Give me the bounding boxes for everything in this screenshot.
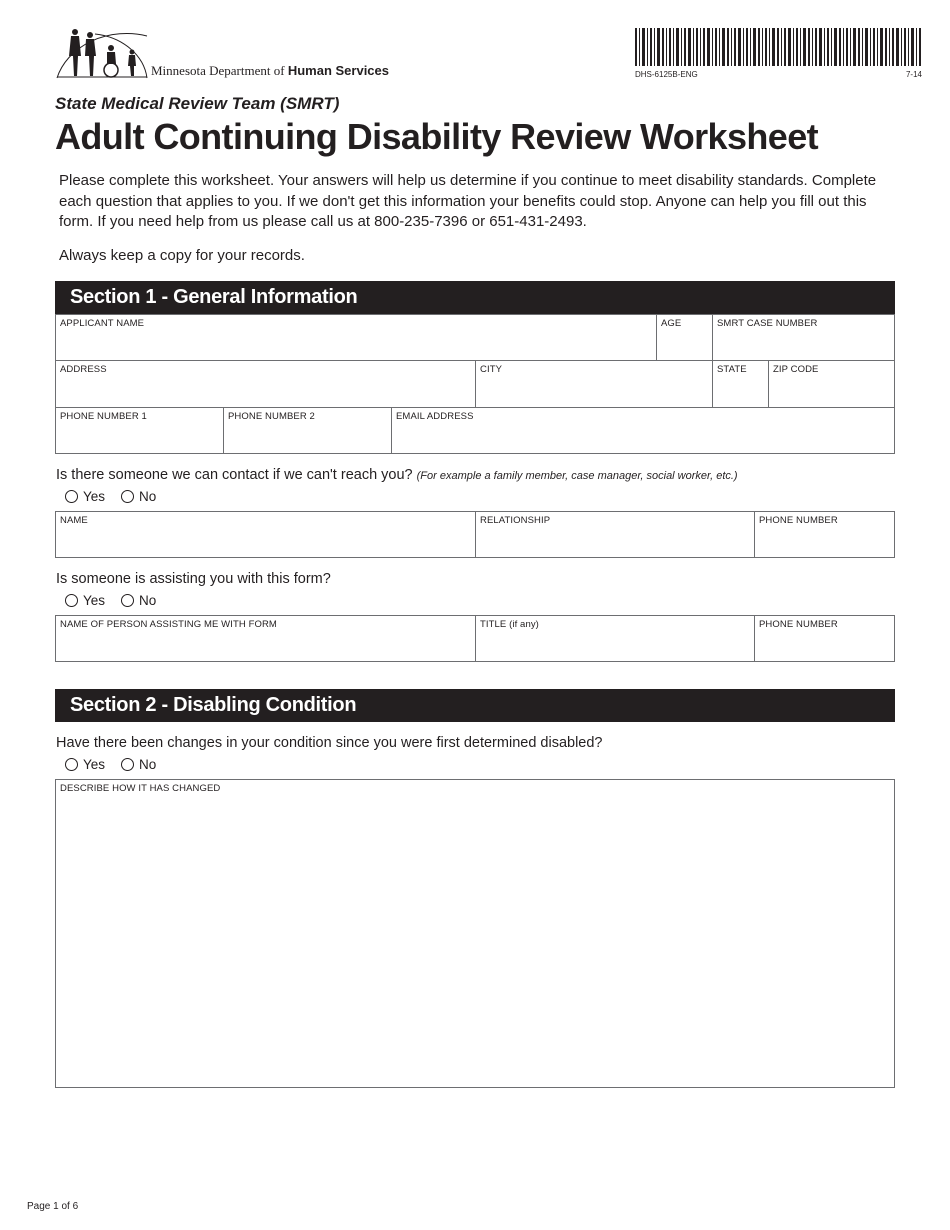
field-label: NAME OF PERSON ASSISTING ME WITH FORM: [60, 619, 277, 630]
smrt-case-number-field[interactable]: [712, 314, 895, 361]
radio-circle-icon: [65, 594, 78, 607]
field-label: PHONE NUMBER: [759, 619, 838, 630]
condition-change-question: Have there been changes in your condition since you were first determined disabled?: [56, 735, 603, 751]
field-label: DESCRIBE HOW IT HAS CHANGED: [60, 783, 221, 794]
contact-no-radio[interactable]: No: [121, 489, 156, 504]
condition-no-radio[interactable]: No: [121, 757, 156, 772]
section-2-title: Section 2 - Disabling Condition: [70, 694, 357, 716]
describe-change-textarea[interactable]: [55, 779, 895, 1088]
intro-text: Please complete this worksheet. Your answers will help us determine if you continue to meet disability standards. Complete each question that applies to you. If we don't get this information your benefits could stop. Anyone can help you fill out this form. If you need help from us please call us at 800-235-7396 or 651-431-2493.: [59, 172, 877, 230]
zip-code-field[interactable]: [768, 360, 895, 408]
assist-no-radio[interactable]: No: [121, 593, 156, 608]
phone-number-1-field[interactable]: [55, 407, 224, 454]
assist-question: Is someone is assisting you with this form?: [56, 571, 331, 587]
form-date: 7-14: [905, 70, 922, 79]
assistant-title-field[interactable]: [475, 615, 755, 662]
field-label: SMRT CASE NUMBER: [717, 318, 818, 329]
age-field[interactable]: [656, 314, 713, 361]
field-label: NAME: [60, 515, 88, 526]
field-label: EMAIL ADDRESS: [396, 411, 474, 422]
radio-circle-icon: [121, 490, 134, 503]
radio-circle-icon: [121, 758, 134, 771]
agency-name: Minnesota Department of Human Services: [151, 63, 389, 78]
field-label: PHONE NUMBER 1: [60, 411, 147, 422]
field-label: AGE: [661, 318, 682, 329]
radio-circle-icon: [65, 758, 78, 771]
assistant-phone-field[interactable]: [754, 615, 895, 662]
field-label: RELATIONSHIP: [480, 515, 551, 526]
field-label: CITY: [480, 364, 503, 375]
contact-relationship-field[interactable]: [475, 511, 755, 558]
contact-phone-field[interactable]: [754, 511, 895, 558]
condition-yes-radio[interactable]: Yes: [65, 757, 105, 772]
section-2-header: [55, 689, 895, 722]
contact-name-field[interactable]: [55, 511, 476, 558]
field-label: PHONE NUMBER 2: [228, 411, 315, 422]
state-field[interactable]: [712, 360, 769, 408]
assist-radio-group: [65, 593, 172, 608]
applicant-name-field[interactable]: [55, 314, 657, 361]
email-address-field[interactable]: [391, 407, 895, 454]
field-label: TITLE (if any): [480, 619, 539, 630]
page-title: Adult Continuing Disability Review Worksheet: [55, 116, 819, 157]
field-label: ZIP CODE: [773, 364, 819, 375]
assist-yes-radio[interactable]: Yes: [65, 593, 105, 608]
field-label: STATE: [717, 364, 747, 375]
city-field[interactable]: [475, 360, 713, 408]
section-1-header: [55, 281, 895, 314]
address-field[interactable]: [55, 360, 476, 408]
section-1-title: Section 1 - General Information: [70, 286, 358, 308]
contact-example: (For example a family member, case manager, social worker, etc.): [416, 470, 738, 482]
page-number: Page 1 of 6: [27, 1201, 79, 1212]
contact-radio-group: [65, 489, 172, 504]
contact-question: Is there someone we can contact if we can't reach you? (For example a family member, case manager, social worker, etc.): [56, 467, 738, 483]
form-code: DHS-6125B-ENG: [635, 70, 698, 79]
form-subtitle: State Medical Review Team (SMRT): [55, 94, 340, 113]
field-label: PHONE NUMBER: [759, 515, 838, 526]
field-label: APPLICANT NAME: [60, 318, 145, 329]
radio-circle-icon: [121, 594, 134, 607]
keep-copy-note: Always keep a copy for your records.: [59, 247, 305, 264]
field-label: ADDRESS: [60, 364, 107, 375]
condition-radio-group: [65, 757, 172, 772]
contact-yes-radio[interactable]: Yes: [65, 489, 105, 504]
phone-number-2-field[interactable]: [223, 407, 392, 454]
assistant-name-field[interactable]: [55, 615, 476, 662]
radio-circle-icon: [65, 490, 78, 503]
barcode-icon: [635, 28, 923, 66]
